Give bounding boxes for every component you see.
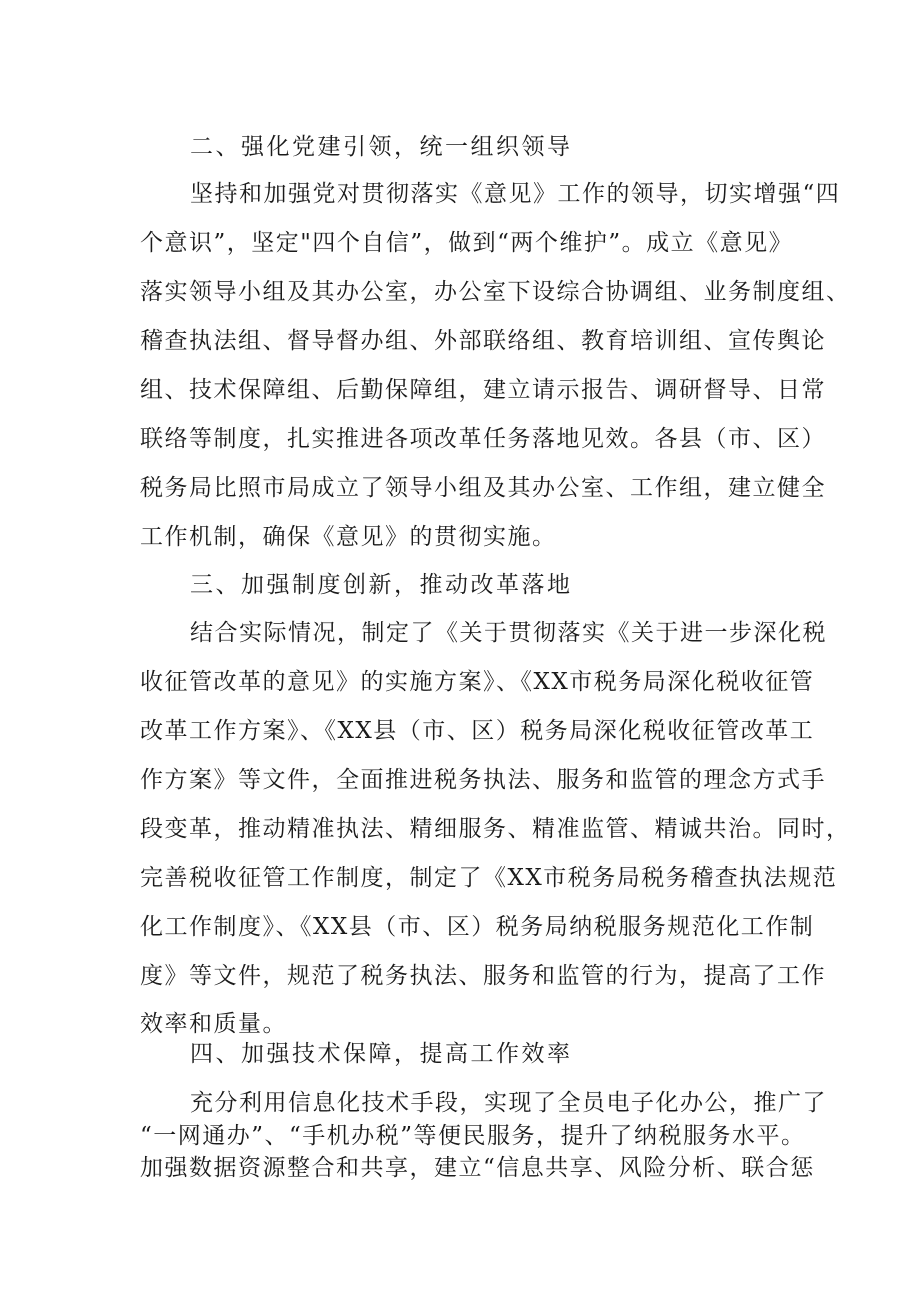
- paragraph-line: 段变革，推动精准执法、精细服务、精准监管、精诚共治。同时，: [140, 816, 851, 842]
- paragraph-line: 收征管改革的意见》的实施方案》、《XX市税务局深化税收征管: [140, 669, 815, 695]
- paragraph-line: 作方案》等文件，全面推进税务执法、服务和监管的理念方式手: [140, 767, 826, 793]
- section-heading-3: 三、加强制度创新，推动改革落地: [190, 572, 573, 598]
- paragraph-line: 加强数据资源整合和共享，建立“信息共享、风险分析、联合惩: [140, 1155, 815, 1181]
- paragraph-line: 工作机制，确保《意见》的贯彻实施。: [140, 524, 557, 550]
- paragraph-line: 完善税收征管工作制度，制定了《XX市税务局税务稽查执法规范: [140, 865, 838, 891]
- paragraph-line: 税务局比照市局成立了领导小组及其办公室、工作组，建立健全: [140, 475, 826, 501]
- paragraph-line: 改革工作方案》、《XX县（市、区）税务局深化税收征管改革工: [140, 718, 815, 744]
- paragraph-line: 联络等制度，扎实推进各项改革任务落地见效。各县（市、区）: [140, 426, 826, 452]
- section-heading-2: 二、强化党建引领，统一组织领导: [190, 134, 573, 160]
- paragraph-line: 化工作制度》、《XX县（市、区）税务局纳税服务规范化工作制: [140, 914, 815, 940]
- paragraph-line: 坚持和加强党对贯彻落实《意见》工作的领导，切实增强“四: [190, 181, 841, 207]
- paragraph-line: 组、技术保障组、后勤保障组，建立请示报告、调研督导、日常: [140, 377, 826, 403]
- paragraph-line: 效率和质量。: [140, 1011, 287, 1037]
- paragraph-line: 个意识”，坚定"四个自信”，做到“两个维护”。成立《意见》: [140, 230, 794, 256]
- section-heading-4: 四、加强技术保障，提高工作效率: [190, 1041, 573, 1067]
- paragraph-line: 落实领导小组及其办公室，办公室下设综合协调组、业务制度组、: [140, 279, 851, 305]
- paragraph-line: 稽查执法组、督导督办组、外部联络组、教育培训组、宣传舆论: [140, 328, 826, 354]
- paragraph-line: 充分利用信息化技术手段，实现了全员电子化办公，推广了: [190, 1090, 827, 1116]
- paragraph-line: “一网通办”、“手机办税”等便民服务，提升了纳税服务水平。: [140, 1123, 806, 1149]
- paragraph-line: 结合实际情况，制定了《关于贯彻落实《关于进一步深化税: [190, 620, 827, 646]
- paragraph-line: 度》等文件，规范了税务执法、服务和监管的行为，提高了工作: [140, 963, 826, 989]
